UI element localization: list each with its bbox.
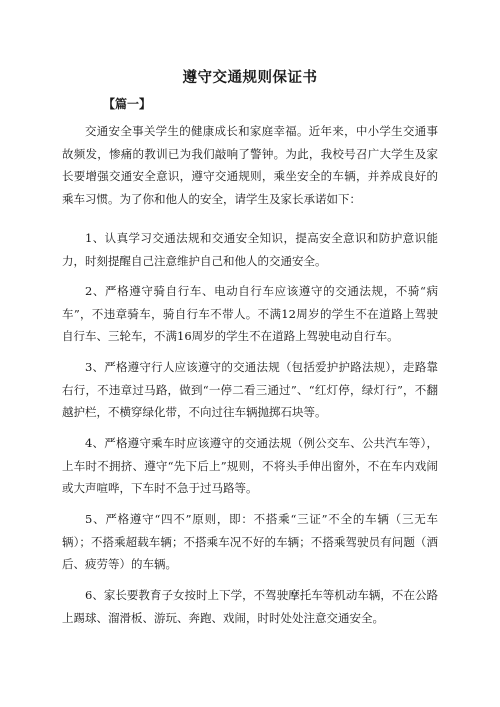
- paragraph-item-3: 3、严格遵守行人应该遵守的交通法规（包括爱护护路法规），走路靠右行，不违章过马路，做到“一停二看三通过”、“红灯停，绿灯行”，不翻越护栏，不横穿绿化带，不向过往车辆抛掷石块等。: [62, 360, 438, 419]
- paragraph-item-4: 4、严格遵守乘车时应该遵守的交通法规（例公交车、公共汽车等），上车时不拥挤、遵守“先下后上”规则，不将头手伸出窗外，不在车内戏闹或大声喧哗，下车时不急于过马路等。: [62, 436, 438, 495]
- document-title: 遵守交通规则保证书: [182, 70, 318, 86]
- paragraph-item-5: 5、严格遵守“四不”原则，即：不搭乘“三证”不全的车辆（三无车辆）；不搭乘超载车辆；不搭乘车况不好的车辆；不搭乘驾驶员有问题（酒后、疲劳等）的车辆。: [62, 512, 438, 571]
- paragraph-item-1: 1、认真学习交通法规和交通安全知识，提高安全意识和防护意识能力，时刻提醒自己注意维护自己和他人的交通安全。: [62, 231, 438, 268]
- section-label: 【篇一】: [103, 97, 152, 111]
- paragraph-item-6: 6、家长要教育子女按时上下学，不驾驶摩托车等机动车辆，不在公路上踢球、溜滑板、游玩、奔跑、戏闹，时时处处注意交通安全。: [62, 588, 438, 625]
- paragraph-item-2: 2、严格遵守骑自行车、电动自行车应该遵守的交通法规，不骑“病车”，不违章骑车，骑自行车不带人。不满12周岁的学生不在道路上驾驶自行车、三轮车，不满16周岁的学生不在道路上驾驶电动自行车。: [62, 284, 438, 343]
- paragraph-intro: 交通安全事关学生的健康成长和家庭幸福。近年来，中小学生交通事故频发，惨痛的教训已为我们敲响了警钟。为此，我校号召广大学生及家长要增强交通安全意识，遵守交通规则，乘坐安全的车辆，并养成良好的乘车习惯。为了你和他人的安全，请学生及家长承诺如下：: [62, 124, 438, 206]
